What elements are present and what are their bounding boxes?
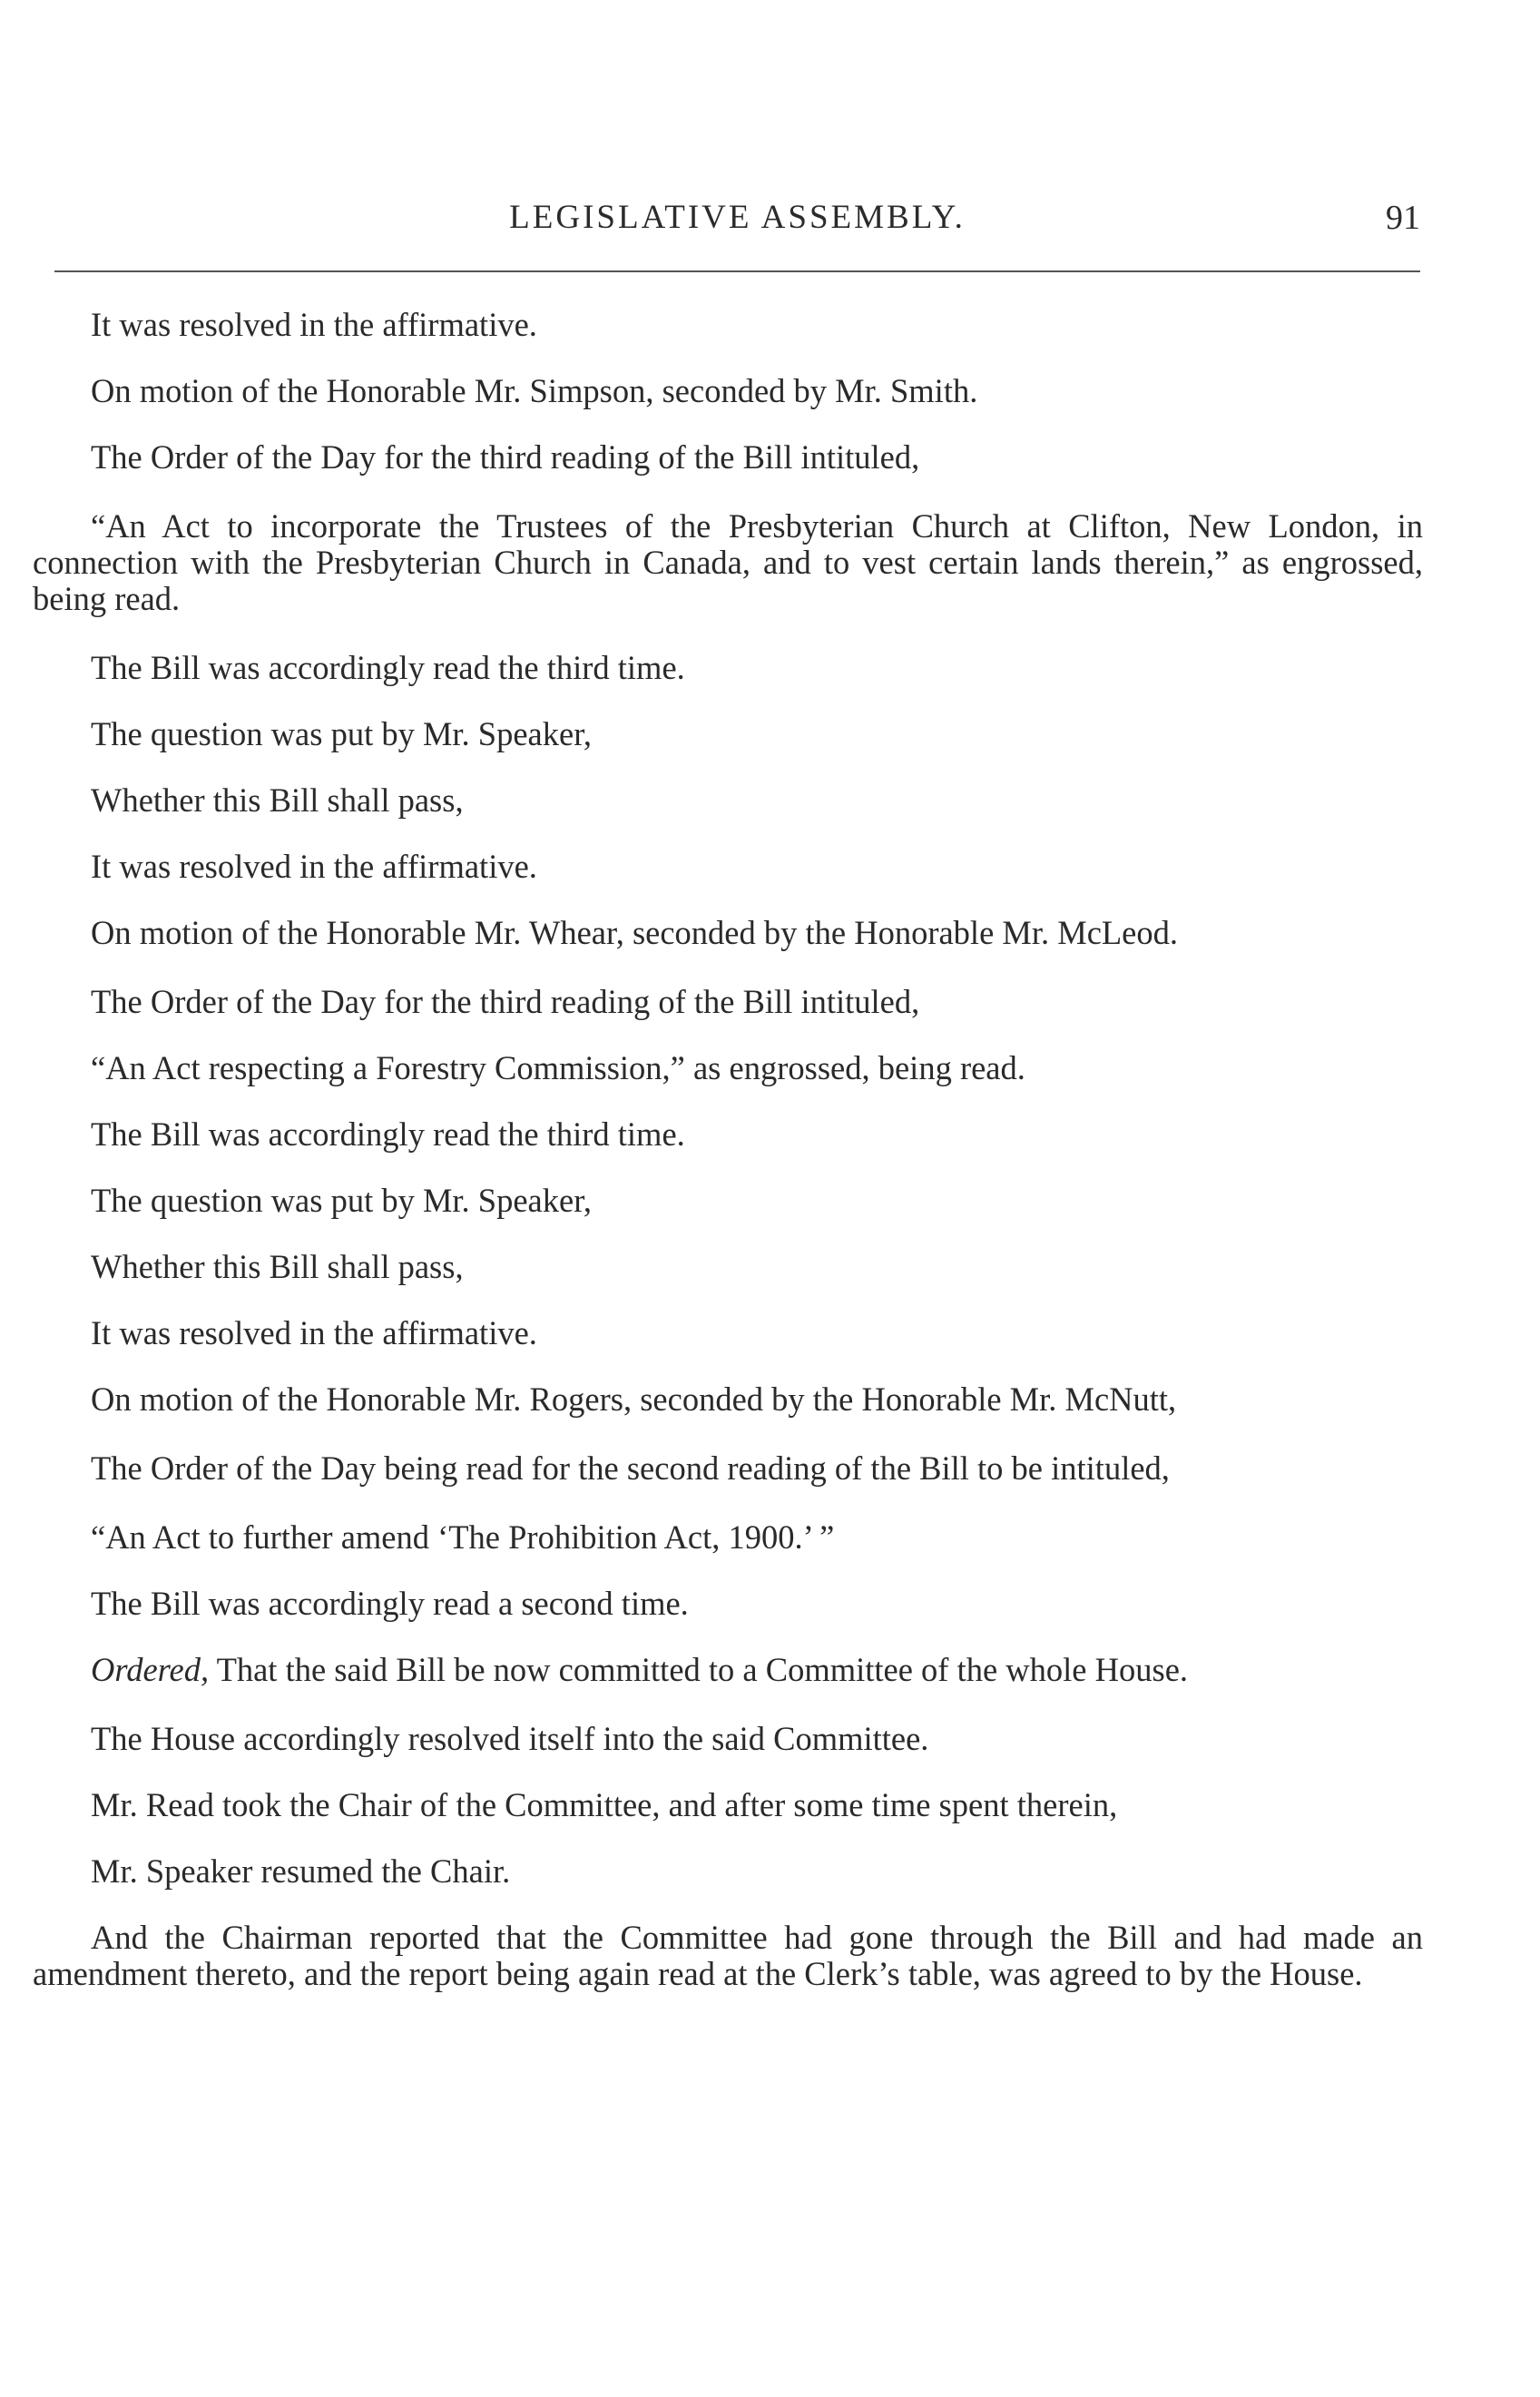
paragraph: And the Chairman reported that the Committee had gone through the Bill and had made an amendment thereto, and the report being again read at the Clerk’s table, was agreed to by the House.: [33, 1919, 1423, 1992]
ordered-paragraph: [33, 1652, 1423, 1688]
paragraph: On motion of the Honorable Mr. Whear, seconded by the Honorable Mr. McLeod.: [91, 914, 1179, 951]
paragraph: On motion of the Honorable Mr. Simpson, seconded by Mr. Smith.: [91, 372, 978, 409]
paragraph: It was resolved in the affirmative.: [91, 1314, 537, 1351]
paragraph: The question was put by Mr. Speaker,: [91, 715, 593, 752]
running-title: LEGISLATIVE ASSEMBLY.: [509, 199, 966, 236]
paragraph: The Order of the Day for the third reading of the Bill intituled,: [91, 983, 920, 1020]
paragraph: The Order of the Day being read for the second reading of the Bill to be intituled,: [91, 1449, 1170, 1487]
paragraph: “An Act respecting a Forestry Commission,” as engrossed, being read.: [91, 1049, 1025, 1086]
paragraph: Mr. Speaker resumed the Chair.: [91, 1852, 511, 1890]
body-text: [33, 307, 1423, 1992]
header-rule: [54, 270, 1420, 272]
paragraph: The question was put by Mr. Speaker,: [91, 1182, 593, 1219]
page-number: 91: [1386, 199, 1420, 237]
paragraph: “An Act to incorporate the Trustees of the Presbyterian Church at Clifton, New London, in connection with the Presbyterian Church in Canada, and to vest certain lands therein,” as engrossed, being read.: [33, 507, 1423, 617]
paragraph: Whether this Bill shall pass,: [91, 1248, 464, 1285]
paragraph: The Order of the Day for the third reading of the Bill intituled,: [91, 438, 920, 476]
paragraph: Mr. Read took the Chair of the Committee, and after some time spent therein,: [91, 1786, 1118, 1823]
running-head: [54, 198, 1420, 252]
ordered-text: That the said Bill be now committed to a Committee of the whole House.: [216, 1651, 1189, 1688]
paragraph: “An Act to further amend ‘The Prohibition Act, 1900.’ ”: [91, 1518, 835, 1556]
ordered-label: Ordered,: [91, 1651, 210, 1688]
paragraph: On motion of the Honorable Mr. Rogers, seconded by the Honorable Mr. McNutt,: [91, 1380, 1177, 1418]
paragraph: The Bill was accordingly read a second time.: [91, 1585, 689, 1622]
paragraph: It was resolved in the affirmative.: [91, 848, 537, 885]
paragraph: It was resolved in the affirmative.: [91, 306, 537, 343]
paragraph: The House accordingly resolved itself into the said Committee.: [91, 1720, 929, 1757]
paragraph: Whether this Bill shall pass,: [91, 781, 464, 819]
paragraph: The Bill was accordingly read the third time.: [91, 649, 685, 686]
paragraph: The Bill was accordingly read the third time.: [91, 1115, 685, 1153]
